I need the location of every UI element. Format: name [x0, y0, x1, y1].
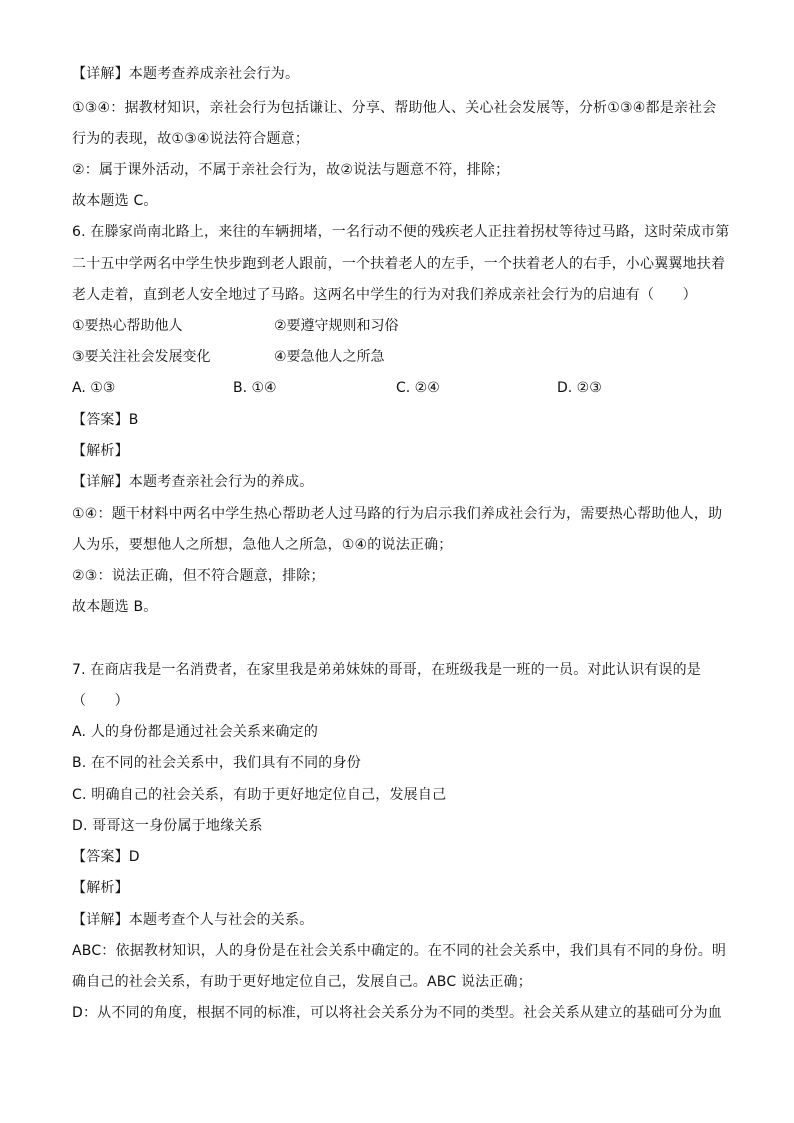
q6-analysis-line-2: 人为乐，要想他人之所想，急他人之所急，①④的说法正确；: [72, 537, 453, 553]
q6-conclusion: 故本题选 B。: [72, 599, 158, 615]
q6-choice-a: A. ①③: [72, 380, 116, 396]
q6-item-2: ②要遵守规则和习俗: [274, 318, 399, 334]
q7-option-d: D. 哥哥这一身份属于地缘关系: [72, 818, 263, 834]
q7-stem-line-1: 7. 在商店我是一名消费者，在家里我是弟弟妹妹的哥哥，在班级我是一班的一员。对此认识有误的是: [72, 662, 702, 678]
q6-choice-b: B. ①④: [233, 380, 277, 396]
q6-item-1: ①要热心帮助他人: [72, 318, 183, 334]
q6-analysis-heading: 【解析】: [72, 443, 129, 459]
q5-analysis-line-3: ②：属于课外活动，不属于亲社会行为，故②说法与题意不符，排除；: [72, 162, 510, 178]
q6-detail: 【详解】本题考查亲社会行为的养成。: [72, 474, 314, 490]
q7-answer: 【答案】D: [72, 849, 140, 865]
q5-conclusion: 故本题选 C。: [72, 193, 158, 209]
q6-analysis-line-1: ①④：题干材料中两名中学生热心帮助老人过马路的行为启示我们养成社会行为，需要热心帮助他人，助: [72, 506, 723, 522]
q6-stem-line-2: 二十五中学两名中学生快步跑到老人跟前，一个扶着老人的左手，一个扶着老人的右手，小心翼翼地扶着: [72, 256, 726, 272]
q5-analysis-line-1: ①③④：据教材知识，亲社会行为包括谦让、分享、帮助他人、关心社会发展等，分析①③④都是亲社会: [72, 100, 717, 116]
q6-item-4: ④要急他人之所急: [274, 349, 385, 365]
q6-choice-d: D. ②③: [557, 380, 602, 396]
q7-option-b: B. 在不同的社会关系中，我们具有不同的身份: [72, 755, 361, 771]
q6-answer: 【答案】B: [72, 412, 139, 428]
q7-analysis-line-2: 确自己的社会关系，有助于更好地定位自己，发展自己。ABC 说法正确；: [72, 974, 532, 990]
q7-analysis-line-3: D：从不同的角度，根据不同的标准，可以将社会关系分为不同的类型。社会关系从建立的基础可分为血: [72, 1005, 722, 1021]
q6-stem-line-1: 6. 在滕家尚南北路上，来往的车辆拥堵，一名行动不便的残疾老人正拄着拐杖等待过马路，这时荣成市第: [72, 224, 730, 240]
q6-stem-line-3: 老人走着，直到老人安全地过了马路。这两名中学生的行为对我们养成亲社会行为的启迪有（ ）: [72, 287, 697, 303]
q6-item-3: ③要关注社会发展变化: [72, 349, 211, 365]
q6-analysis-line-3: ②③：说法正确，但不符合题意，排除；: [72, 568, 325, 584]
q7-detail: 【详解】本题考查个人与社会的关系。: [72, 912, 314, 928]
q5-analysis-line-2: 行为的表现，故①③④说法符合题意；: [72, 131, 310, 147]
q7-analysis-line-1: ABC：依据教材知识，人的身份是在社会关系中确定的。在不同的社会关系中，我们具有不同的身份。明: [72, 943, 727, 959]
q7-option-c: C. 明确自己的社会关系，有助于更好地定位自己，发展自己: [72, 787, 447, 803]
q7-analysis-heading: 【解析】: [72, 880, 129, 896]
q5-detail: 【详解】本题考查养成亲社会行为。: [72, 66, 300, 82]
q7-option-a: A. 人的身份都是通过社会关系来确定的: [72, 724, 319, 740]
q7-stem-line-2: （ ）: [72, 693, 129, 709]
q6-choice-c: C. ②④: [396, 380, 440, 396]
